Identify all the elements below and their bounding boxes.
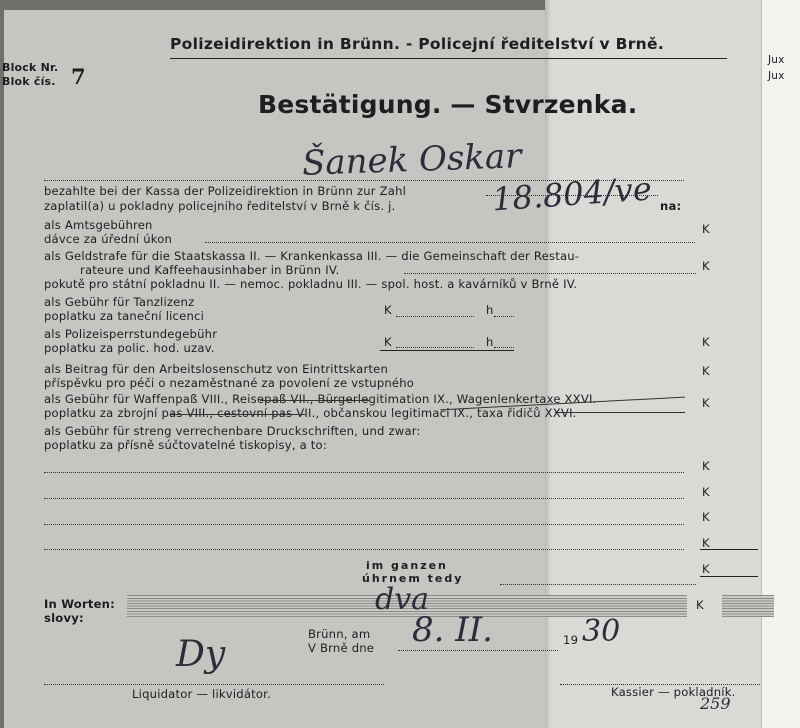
k-label: K: [702, 562, 710, 576]
dance-h-line: [494, 316, 514, 317]
k-label: K: [696, 598, 704, 612]
adjacent-sheet-edge: [761, 0, 800, 728]
h-label: h: [486, 335, 494, 349]
total-cs: úhrnem tedy: [362, 572, 464, 585]
k-label: K: [702, 335, 710, 349]
h-label: h: [486, 303, 494, 317]
unemployment-de: als Beitrag für den Arbeitslosenschutz von Eintrittskarten: [44, 362, 389, 376]
k-label: K: [702, 536, 710, 550]
unemployment-cs: příspěvku pro péči o nezaměstnané za povolení ze vstupného: [44, 376, 415, 390]
printed-forms-de: als Gebühr für streng verrechenbare Druckschriften, und zwar:: [44, 424, 421, 438]
fine-de-cont: rateure und Kaffeehausinhaber in Brünn IV.: [80, 263, 340, 277]
block-label-cs: Blok čís.: [2, 75, 56, 88]
closing-h-line: [494, 347, 514, 348]
blank-entry-line: [44, 498, 684, 499]
in-words-cs: slovy:: [44, 611, 84, 625]
header-rule: [170, 58, 727, 59]
liquidator-initials: Dy: [176, 634, 226, 675]
date-line: [398, 650, 558, 651]
blank-entry-line: [44, 549, 684, 550]
dance-fee-cs: poplatku za taneční licenci: [44, 309, 205, 323]
place-cs: V Brně dne: [308, 641, 375, 655]
dance-k-line: [396, 316, 474, 317]
payer-name: Šanek Oskar: [301, 136, 523, 184]
edge-text-1: Jux: [768, 54, 785, 66]
paid-cs: zaplatil(a) u pokladny policejního ředitelství v Brně k čís. j.: [44, 199, 396, 213]
total-de: im ganzen: [366, 559, 448, 572]
k-label: K: [702, 459, 710, 473]
k-label: K: [702, 259, 710, 273]
date: 8. II.: [412, 610, 493, 650]
subtotal-rule: [380, 350, 514, 351]
total-line: [500, 584, 696, 585]
office-header: Polizeidirektion in Brünn. - Policejní ředitelství v Brně.: [170, 35, 665, 53]
fine-cs: pokutě pro státní pokladnu II. — nemoc. pokladnu III. — spol. host. a kavárníků v Brně IV.: [44, 277, 578, 291]
k-label: K: [702, 485, 710, 499]
fee-official-de: als Amtsgebühren: [44, 218, 153, 232]
k-column-rule: [700, 549, 758, 550]
closing-fee-de: als Polizeisperrstundegebühr: [44, 327, 218, 341]
k-label: K: [702, 510, 710, 524]
k-label: K: [702, 396, 710, 410]
k-label: K: [702, 222, 710, 236]
fee-official-line: [205, 242, 695, 243]
block-number: 7: [71, 64, 86, 89]
na-label: na:: [660, 199, 682, 213]
file-number: 18.804/ve: [490, 169, 653, 219]
strikeout: [170, 414, 305, 415]
liquidator-label: Liquidator — likvidátor.: [132, 687, 271, 701]
blank-entry-line: [44, 524, 684, 525]
blank-entry-line: [44, 472, 684, 473]
strikeout: [260, 400, 370, 401]
in-words-field-k: [722, 595, 774, 617]
block-label-de: Block Nr.: [2, 61, 59, 74]
closing-k-line: [396, 347, 474, 348]
cashier-label: Kassier — pokladník.: [611, 685, 736, 699]
form-title: Bestätigung. — Stvrzenka.: [258, 90, 638, 119]
edge-text-2: Jux: [768, 70, 785, 82]
fee-official-cs: dávce za úřední úkon: [44, 232, 173, 246]
place-de: Brünn, am: [308, 627, 371, 641]
liquidator-line: [44, 684, 384, 685]
in-words-de: In Worten:: [44, 597, 115, 611]
corner-number: 259: [700, 694, 731, 713]
amount-words: dva: [375, 582, 430, 617]
strikeout: [555, 412, 685, 413]
paid-de: bezahlte bei der Kassa der Polizeidirektion in Brünn zur Zahl: [44, 184, 407, 198]
year-suffix: 30: [582, 614, 621, 649]
total-rule: [700, 576, 758, 577]
fine-de: als Geldstrafe für die Staatskassa II. — Krankenkassa III. — die Gemeinschaft der Restau-: [44, 249, 580, 263]
dance-fee-de: als Gebühr für Tanzlizenz: [44, 295, 195, 309]
year-prefix: 19: [563, 633, 579, 647]
passport-fee-de: als Gebühr für Waffenpaß VIII., Reisepaß VII., Bürgerlegitimation IX., Wagenlenkertaxe XXVI.: [44, 392, 597, 406]
k-label: K: [702, 364, 710, 378]
k-label: K: [384, 335, 392, 349]
fine-line: [404, 273, 696, 274]
printed-forms-cs: poplatku za přísně súčtovatelné tiskopisy, a to:: [44, 438, 327, 452]
k-label: K: [384, 303, 392, 317]
closing-fee-cs: poplatku za polic. hod. uzav.: [44, 341, 215, 355]
passport-fee-cs: poplatku za zbrojní pas VIII., cestovní pas VII., občanskou legitimaci IX., taxa řidičů XXVI.: [44, 406, 577, 420]
